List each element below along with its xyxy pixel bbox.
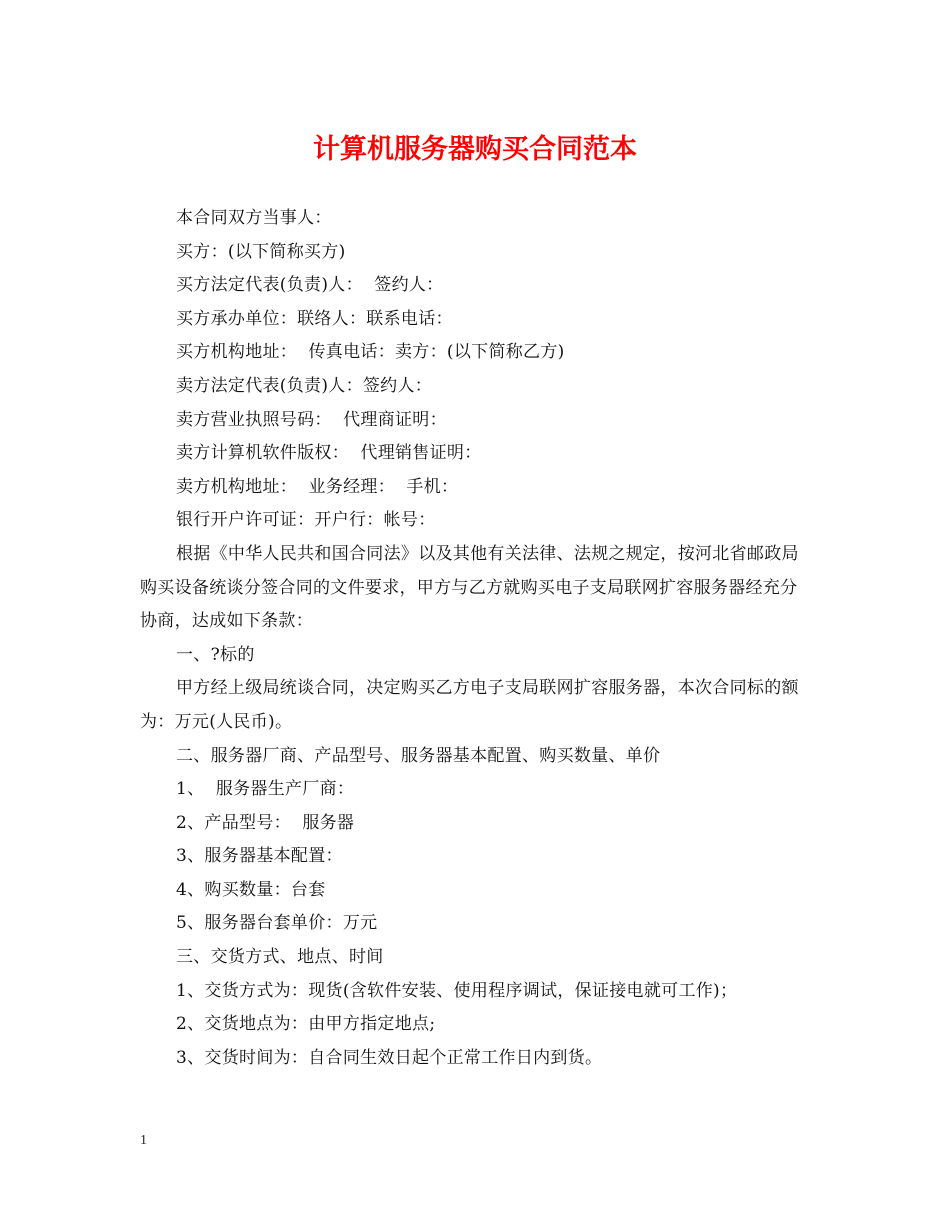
list-item-quantity: 4、购买数量：台套 <box>176 879 326 900</box>
list-item-manufacturer: 1、 服务器生产厂商： <box>176 779 355 800</box>
paragraph-buyer-representative: 买方法定代表(负责)人： 签约人： <box>176 275 444 296</box>
list-item-model: 2、产品型号： 服务器 <box>176 812 355 833</box>
paragraph-bank-info: 银行开户许可证：开户行：帐号： <box>176 510 436 531</box>
paragraph-buyer-address: 买方机构地址： 传真电话：卖方：(以下简称乙方) <box>176 342 565 363</box>
paragraph-parties-heading: 本合同双方当事人： <box>176 208 332 228</box>
section-heading-server-details: 二、服务器厂商、产品型号、服务器基本配置、购买数量、单价 <box>176 745 661 766</box>
section-heading-subject: 一、?标的 <box>176 644 255 665</box>
paragraph-seller-address: 卖方机构地址： 业务经理： 手机： <box>176 476 459 497</box>
contract-body <box>140 202 812 1075</box>
paragraph-buyer: 买方：(以下简称买方) <box>176 241 346 262</box>
paragraph-seller-copyright: 卖方计算机软件版权： 代理销售证明： <box>176 443 482 464</box>
paragraph-seller-representative: 卖方法定代表(负责)人：签约人： <box>176 375 433 396</box>
document-title: 计算机服务器购买合同范本 <box>313 134 637 165</box>
list-item-unit-price: 5、服务器台套单价：万元 <box>176 913 378 934</box>
page-number: 1 <box>140 1133 147 1148</box>
paragraph-legal-basis: 根据《中华人民共和国合同法》以及其他有关法律、法规之规定，按河北省邮政局购买设备统谈分签合同的文件要求，甲方与乙方就购买电子支局联网扩容服务器经充分协商，达成如下条款： <box>140 543 799 632</box>
paragraph-buyer-unit: 买方承办单位：联络人：联系电话： <box>176 308 453 329</box>
section-heading-delivery: 三、交货方式、地点、时间 <box>176 947 384 968</box>
list-item-delivery-method: 1、交货方式为：现货(含软件安装、使用程序调试，保证接电就可工作)； <box>176 980 738 1001</box>
paragraph-seller-license: 卖方营业执照号码： 代理商证明： <box>176 409 447 430</box>
list-item-configuration: 3、服务器基本配置： <box>176 846 343 867</box>
list-item-delivery-location: 2、交货地点为：由甲方指定地点; <box>176 1014 436 1035</box>
paragraph-subject-amount: 甲方经上级局统谈合同，决定购买乙方电子支局联网扩容服务器，本次合同标的额为：万元(人民币)。 <box>140 678 799 732</box>
list-item-delivery-time: 3、交货时间为：自合同生效日起个正常工作日内到货。 <box>176 1047 603 1068</box>
